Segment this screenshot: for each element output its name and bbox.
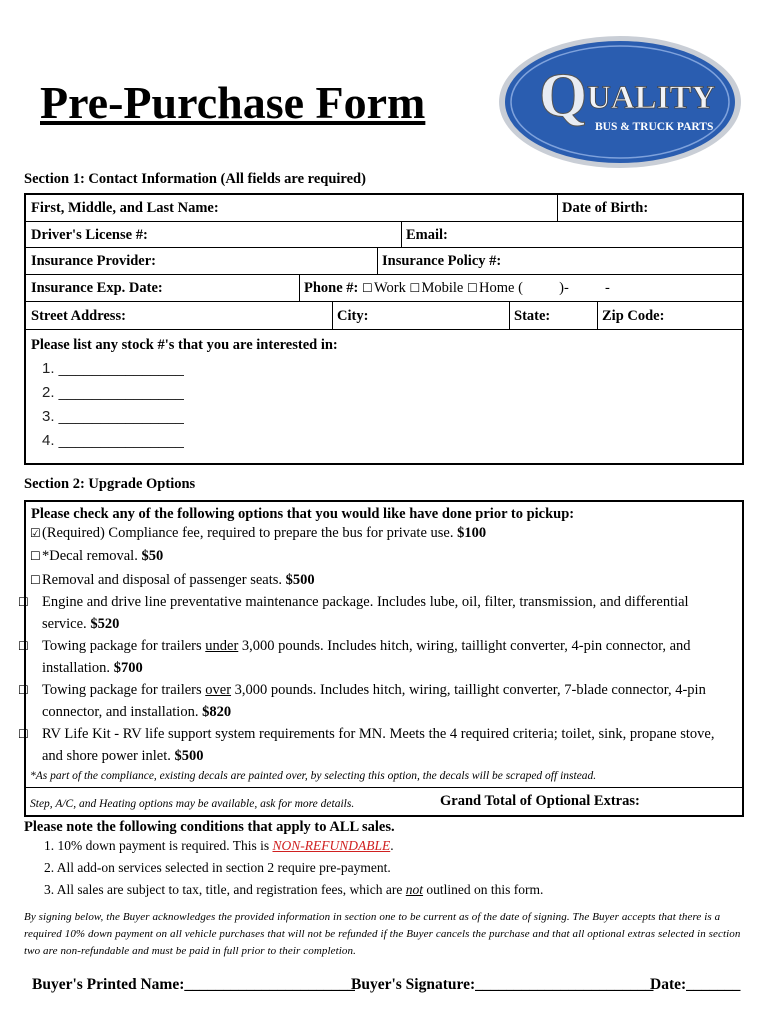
upgrade-prompt: Please check any of the following options that you would like have done prior to pickup: [31, 506, 575, 522]
page-title: Pre-Purchase Form [40, 77, 426, 128]
phone-field [299, 280, 610, 297]
option-towing-under [18, 635, 734, 679]
condition-text: . [390, 838, 394, 853]
email-field[interactable]: Email: [406, 227, 448, 243]
non-refundable-text: NON-REFUNDABLE [272, 838, 391, 853]
condition-text: 3. All sales are subject to tax, title, and registration fees, which are [44, 882, 406, 897]
option-text: *Decal removal. [42, 548, 142, 564]
seats-checkbox[interactable]: ☐ [30, 573, 41, 587]
dob-field[interactable]: Date of Birth: [562, 200, 649, 216]
option-price: $500 [285, 572, 315, 588]
logo-letter: Q [539, 62, 588, 130]
printed-name-field[interactable]: Buyer's Printed Name:______________________ [32, 976, 355, 993]
option-emphasis: under [205, 638, 239, 654]
conditions-heading: Please note the following conditions that apply to ALL sales. [24, 819, 395, 835]
option-price: $520 [90, 616, 120, 632]
contact-info-table [24, 193, 744, 465]
condition-emphasis: not [405, 882, 424, 897]
option-text: 3,000 pounds. Includes hitch, wiring, taillight converter, 7-blade connector, 4-pin connector, and installation. [42, 682, 706, 720]
condition-3 [44, 882, 543, 898]
phone-home-checkbox[interactable]: ☐ [467, 281, 478, 295]
option-text: RV Life Kit - RV life support system requirements for MN. Meets the 4 required criteria; toilet, sink, propane stove, and shore power inlet. [42, 726, 715, 764]
option-text: (Required) Compliance fee, required to prepare the bus for private use. [42, 525, 458, 541]
street-field[interactable]: Street Address: [31, 308, 126, 324]
condition-1 [44, 838, 394, 854]
decal-note: *As part of the compliance, existing decals are painted over, by selecting this option, the decals will be scraped off instead. [30, 770, 597, 782]
condition-text: 1. 10% down payment is required. This is [44, 838, 273, 853]
option-price: $100 [457, 525, 487, 541]
rv-kit-checkbox[interactable]: ☐ [18, 727, 29, 741]
towing-over-checkbox[interactable]: ☐ [18, 683, 29, 697]
phone-mobile-checkbox[interactable]: ☐ [409, 281, 421, 295]
license-field[interactable]: Driver's License #: [31, 227, 148, 243]
stock-line-2[interactable]: 2. _______________ [42, 384, 184, 401]
logo-sub-text: BUS & TRUCK PARTS [595, 121, 714, 133]
phone-mobile-label: Mobile [421, 280, 464, 296]
phone-home-label: Home [479, 280, 515, 296]
option-text: 3,000 pounds. Includes hitch, wiring, taillight converter, 4-pin connector, and installation. [42, 638, 691, 676]
phone-number-input[interactable]: ( )- - [518, 280, 610, 296]
option-price: $50 [141, 548, 164, 564]
option-towing-over [18, 679, 734, 723]
upgrade-options-box [18, 500, 744, 817]
logo-main-text: UALITY [587, 80, 716, 116]
option-text: Towing package for trailers [42, 638, 206, 654]
option-rv-kit [18, 723, 734, 767]
state-field[interactable]: State: [514, 308, 551, 324]
phone-label: Phone #: [304, 280, 359, 296]
phone-work-checkbox[interactable]: ☐ [362, 281, 373, 295]
phone-work-label: Work [374, 280, 406, 296]
option-emphasis: over [205, 682, 232, 698]
stock-prompt: Please list any stock #'s that you are interested in: [31, 337, 338, 353]
compliance-checkbox[interactable]: ☑ [30, 526, 41, 540]
insurance-policy-field[interactable]: Insurance Policy #: [382, 253, 502, 269]
date-field[interactable]: Date:_______ [650, 976, 741, 993]
option-price: $700 [113, 660, 143, 676]
section1-heading: Section 1: Contact Information (All fields are required) [24, 171, 366, 187]
name-field[interactable]: First, Middle, and Last Name: [31, 200, 219, 216]
condition-2: 2. All add-on services selected in section 2 require pre-payment. [44, 860, 391, 875]
option-text: Removal and disposal of passenger seats. [42, 572, 286, 588]
company-logo [497, 34, 743, 170]
stock-line-1[interactable]: 1. _______________ [42, 360, 184, 377]
option-price: $820 [202, 704, 232, 720]
acknowledgement-text: By signing below, the Buyer acknowledges the provided information in section one to be current as of the date of signing. The Buyer accepts that there is a required 10% down payment on all vehicle purchases that will not be refunded if the Buyer cancels the purchase and that all optional extras selected in section two are non-refundable and must be paid in full prior to their completion. [24, 911, 741, 957]
option-compliance [30, 522, 734, 544]
towing-under-checkbox[interactable]: ☐ [18, 639, 29, 653]
maintenance-checkbox[interactable]: ☐ [18, 595, 29, 609]
stock-line-4[interactable]: 4. _______________ [42, 432, 184, 449]
signature-field[interactable]: Buyer's Signature:_______________________ [351, 976, 654, 993]
option-price: $500 [174, 748, 204, 764]
extras-note: Step, A/C, and Heating options may be available, ask for more details. [30, 798, 355, 810]
zip-field[interactable]: Zip Code: [602, 308, 665, 324]
option-decal-removal [30, 545, 734, 567]
option-seat-removal [30, 569, 734, 591]
insurance-provider-field[interactable]: Insurance Provider: [31, 253, 156, 269]
condition-text: outlined on this form. [423, 882, 544, 897]
option-maintenance [18, 591, 734, 635]
stock-line-3[interactable]: 3. _______________ [42, 408, 184, 425]
insurance-exp-field[interactable]: Insurance Exp. Date: [31, 280, 163, 296]
decal-checkbox[interactable]: ☐ [30, 549, 41, 563]
city-field[interactable]: City: [337, 308, 369, 324]
section2-heading: Section 2: Upgrade Options [24, 476, 196, 492]
option-text: Engine and drive line preventative maintenance package. Includes lube, oil, filter, transmission, and differential service. [42, 594, 689, 632]
option-text: Towing package for trailers [42, 682, 206, 698]
grand-total-field[interactable]: Grand Total of Optional Extras: [440, 793, 640, 809]
